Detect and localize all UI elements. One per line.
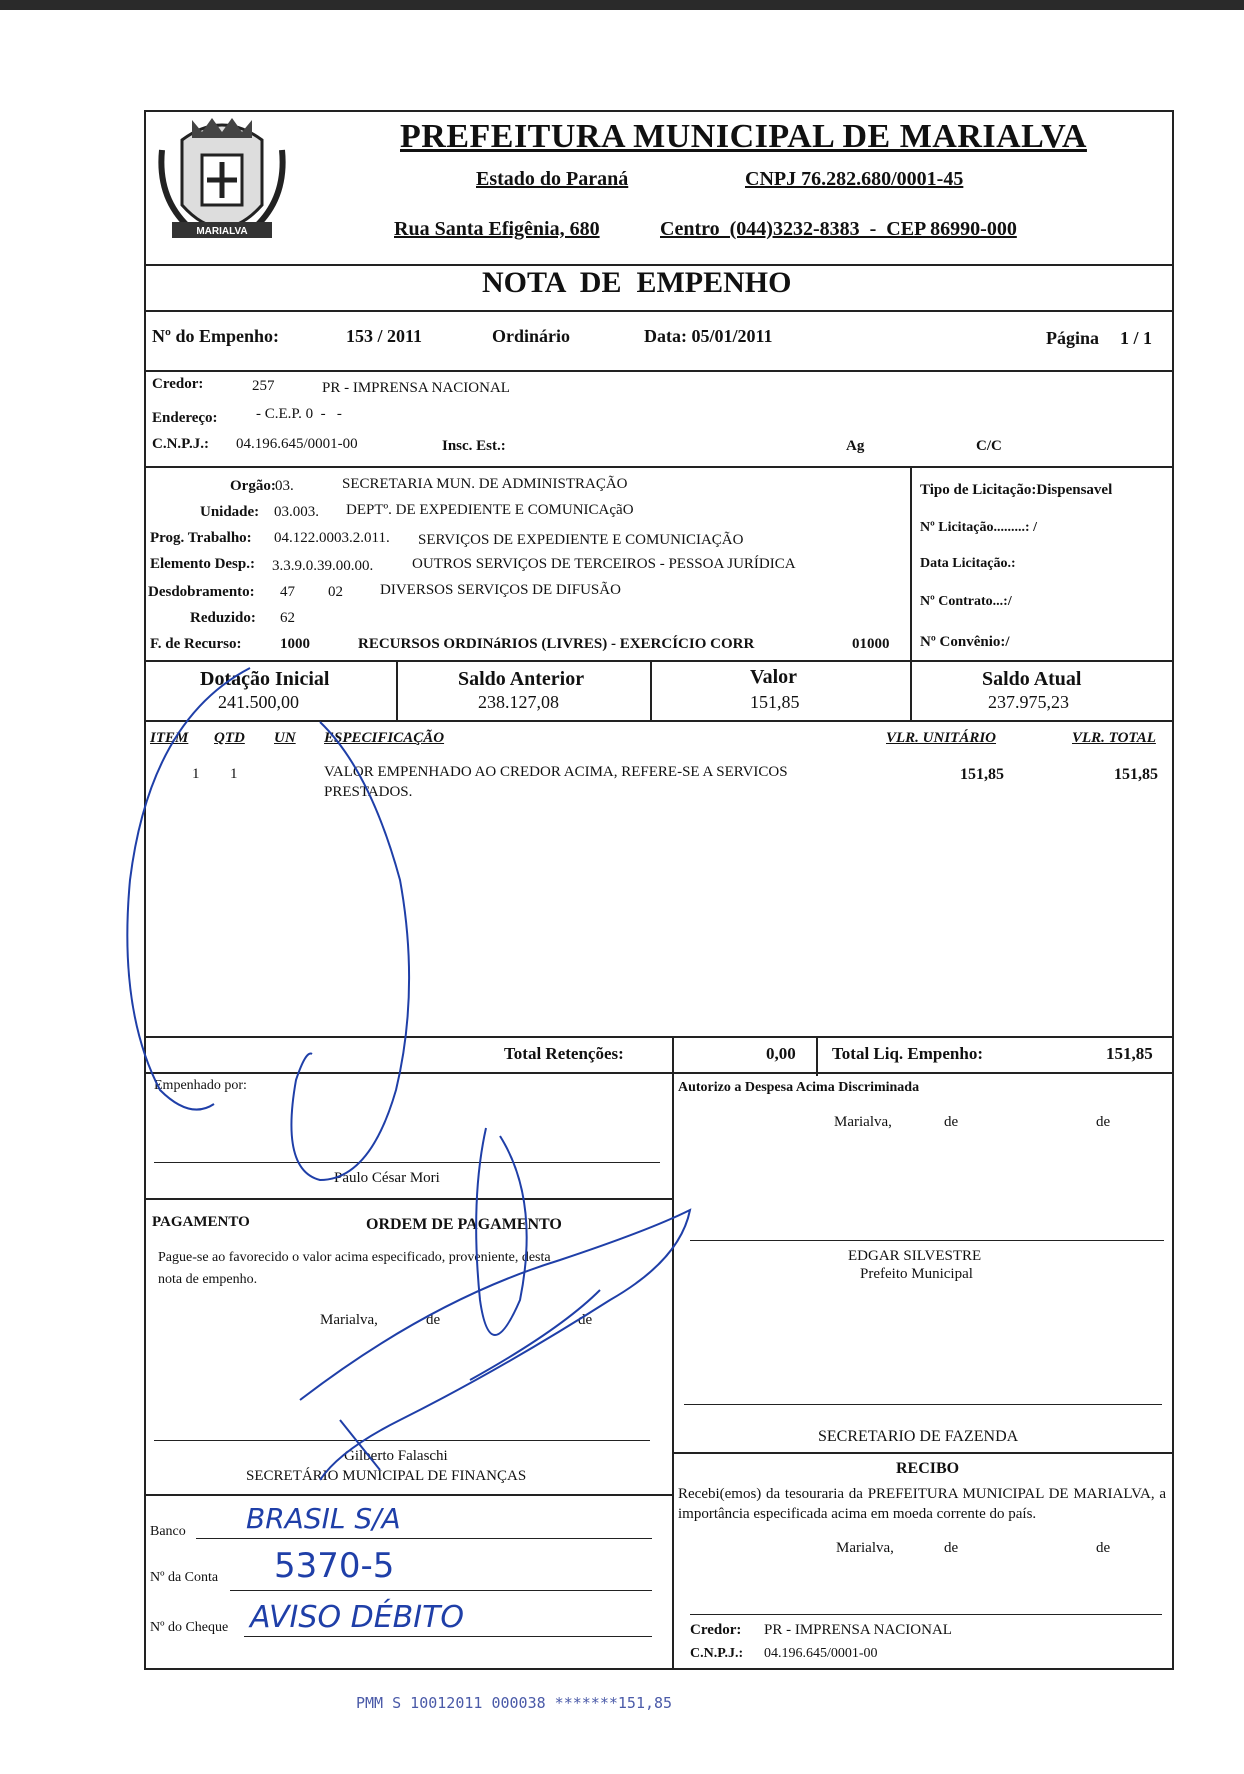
desdob-label: Desdobramento: [148, 584, 255, 600]
orgao-label: Orgão: [230, 478, 276, 494]
autorizo-city: Marialva, [834, 1114, 892, 1130]
credor-name: PR - IMPRENSA NACIONAL [322, 380, 510, 396]
ag-label: Ag [846, 438, 865, 454]
col-header-un: UN [274, 730, 296, 746]
col-header-total: VLR. TOTAL [1072, 730, 1156, 746]
autorizo-label: Autorizo a Despesa Acima Discriminada [678, 1080, 920, 1095]
prefeito-name: EDGAR SILVESTRE [848, 1248, 982, 1264]
total-liq-value: 151,85 [1106, 1044, 1153, 1063]
empenho-number: 153 / 2011 [346, 326, 423, 346]
doc-title: NOTA DE EMPENHO [482, 266, 792, 299]
valor-label: Valor [750, 666, 798, 688]
cnpj-label: CNPJ 76.282.680/0001-45 [745, 168, 964, 190]
orgao-name: SECRETARIA MUN. DE ADMINISTRAÇÃO [342, 476, 628, 492]
licitacao-numero: Nº Licitação.........: / [920, 520, 1037, 535]
endereco-label: Endereço: [152, 410, 218, 426]
row-qtd: 1 [230, 766, 238, 782]
autorizo-de-1: de [944, 1114, 959, 1130]
recibo-cnpj-label: C.N.P.J.: [690, 1646, 744, 1661]
desdob-code2: 02 [328, 584, 343, 600]
page-number-label: Página [1046, 328, 1100, 348]
row-total-value: 151,85 [1114, 766, 1158, 783]
unidade-code: 03.003. [274, 504, 319, 520]
total-retencoes-value: 0,00 [766, 1044, 796, 1063]
valor-value: 151,85 [750, 692, 800, 712]
empenho-date: Data: 05/01/2011 [644, 326, 773, 346]
ordem-label: ORDEM DE PAGAMENTO [366, 1216, 562, 1233]
empenhado-name: Paulo César Mori [334, 1170, 440, 1186]
recibo-title: RECIBO [896, 1460, 960, 1477]
col-header-unit: VLR. UNITÁRIO [886, 730, 997, 746]
pagamento-de-1: de [426, 1312, 441, 1328]
recurso-label: F. de Recurso: [150, 636, 242, 652]
recibo-credor-value: PR - IMPRENSA NACIONAL [764, 1622, 952, 1638]
row-item: 1 [192, 766, 200, 782]
prog-code: 04.122.0003.2.011. [274, 530, 390, 546]
recibo-de-2: de [1096, 1540, 1111, 1556]
page-title: PREFEITURA MUNICIPAL DE MARIALVA [400, 118, 1087, 155]
address-label: Rua Santa Efigênia, 680 [394, 218, 600, 240]
reduzido-value: 62 [280, 610, 295, 626]
empenho-type: Ordinário [492, 326, 571, 346]
elem-name: OUTROS SERVIÇOS DE TERCEIROS - PESSOA JURÍDICA [412, 556, 796, 572]
recurso-code: 1000 [280, 636, 310, 652]
convenio-numero: Nº Convênio:/ [920, 634, 1010, 650]
conta-label: Nº da Conta [150, 1570, 219, 1585]
licitacao-tipo: Tipo de Licitação:Dispensavel [920, 482, 1113, 498]
endereco-value: - C.E.P. 0 - - [256, 406, 342, 422]
cheque-label: Nº do Cheque [150, 1620, 229, 1635]
elem-label: Elemento Desp.: [150, 556, 255, 572]
state-label: Estado do Paraná [476, 168, 629, 190]
pagamento-text-1: Pague-se ao favorecido o valor acima especificado, proveniente, desta [158, 1250, 551, 1265]
contrato-numero: Nº Contrato...:/ [920, 594, 1012, 609]
saldo-anterior-label: Saldo Anterior [458, 668, 585, 690]
contact-label: Centro (044)3232-8383 - CEP 86990-000 [660, 218, 1017, 240]
cnpj-credor-value: 04.196.645/0001-00 [236, 436, 358, 452]
recibo-credor-label: Credor: [690, 1622, 742, 1638]
total-retencoes-label: Total Retenções: [504, 1044, 624, 1063]
licitacao-data: Data Licitação.: [920, 556, 1016, 571]
dotacao-label: Dotação Inicial [200, 668, 330, 690]
saldo-atual-label: Saldo Atual [982, 668, 1082, 690]
secretario-title: SECRETÁRIO MUNICIPAL DE FINANÇAS [246, 1468, 527, 1484]
prog-name: SERVIÇOS DE EXPEDIENTE E COMUNICIAÇÃO [418, 532, 744, 548]
secretario-name: Gilberto Falaschi [344, 1448, 448, 1464]
banco-value: BRASIL S/A [246, 1502, 401, 1535]
col-header-item: ITEM [150, 730, 189, 746]
desdob-code1: 47 [280, 584, 295, 600]
pagamento-text-2: nota de empenho. [158, 1272, 258, 1287]
empenhado-label: Empenhado por: [154, 1078, 247, 1093]
desdob-name: DIVERSOS SERVIÇOS DE DIFUSÃO [380, 582, 621, 598]
pagamento-city: Marialva, [320, 1312, 378, 1328]
autorizo-de-2: de [1096, 1114, 1111, 1130]
total-liq-label: Total Liq. Empenho: [832, 1044, 983, 1063]
recurso-name: RECURSOS ORDINáRIOS (LIVRES) - EXERCÍCIO CORR [358, 636, 755, 652]
crest-lettering: MARIALVA [196, 226, 248, 237]
empenho-label: Nº do Empenho: [152, 326, 279, 346]
pagamento-de-2: de [578, 1312, 593, 1328]
pagamento-label: PAGAMENTO [152, 1214, 250, 1230]
saldo-anterior-value: 238.127,08 [478, 692, 559, 712]
unidade-name: DEPTº. DE EXPEDIENTE E COMUNICAçãO [346, 502, 634, 518]
saldo-atual-value: 237.975,23 [988, 692, 1069, 712]
col-header-spec: ESPECIFICAÇÃO [324, 730, 445, 746]
cc-label: C/C [976, 438, 1002, 454]
prefeito-title: Prefeito Municipal [860, 1266, 973, 1282]
unidade-label: Unidade: [200, 504, 260, 520]
recibo-de-1: de [944, 1540, 959, 1556]
banco-label: Banco [150, 1524, 186, 1539]
credor-label: Credor: [152, 376, 204, 392]
recurso-num: 01000 [852, 636, 890, 652]
dotacao-value: 241.500,00 [218, 692, 299, 712]
elem-code: 3.3.9.0.39.00.00. [272, 558, 374, 574]
cheque-value: AVISO DÉBITO [250, 1600, 465, 1635]
page-number: 1 / 1 [1120, 328, 1153, 348]
fazenda-title: SECRETARIO DE FAZENDA [818, 1428, 1019, 1445]
footer-stamp: PMM S 10012011 000038 *******151,85 [356, 1694, 673, 1712]
orgao-code: 03. [275, 478, 294, 494]
recibo-city: Marialva, [836, 1540, 894, 1556]
insc-est-label: Insc. Est.: [442, 438, 506, 454]
row-spec-line1: VALOR EMPENHADO AO CREDOR ACIMA, REFERE-SE A SERVICOS [324, 764, 788, 780]
prog-label: Prog. Trabalho: [150, 530, 252, 546]
row-unit-value: 151,85 [960, 766, 1004, 783]
reduzido-label: Reduzido: [190, 610, 256, 626]
conta-value: 5370-5 [274, 1546, 395, 1586]
row-spec-line2: PRESTADOS. [324, 784, 413, 800]
recibo-text: Recebi(emos) da tesouraria da PREFEITURA MUNICIPAL DE MARIALVA, a importância especificada acima em moeda corrente do país. [678, 1486, 1166, 1522]
recibo-cnpj-value: 04.196.645/0001-00 [764, 1646, 878, 1661]
credor-code: 257 [252, 378, 275, 394]
cnpj-credor-label: C.N.P.J.: [152, 436, 209, 452]
col-header-qtd: QTD [214, 730, 245, 746]
